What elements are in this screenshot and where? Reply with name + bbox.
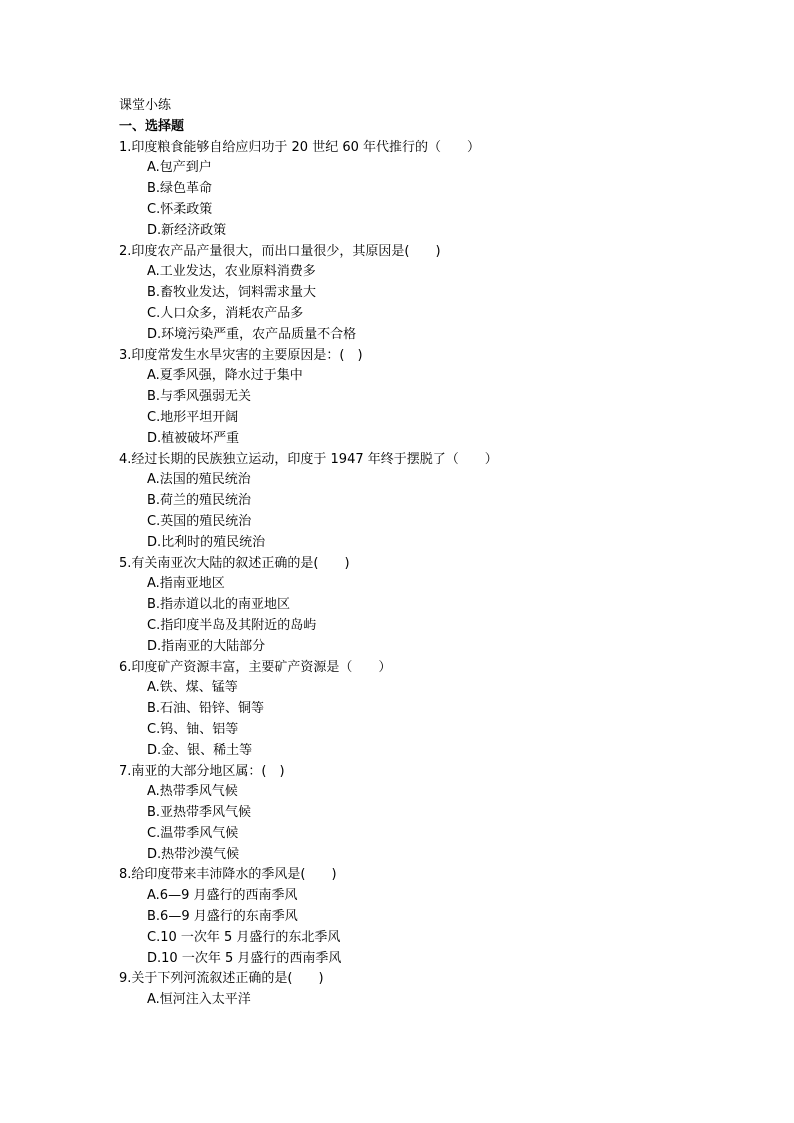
option-d: D.指南亚的大陆部分 [147, 638, 266, 654]
option-b: B.畜牧业发达，饲料需求量大 [147, 285, 317, 301]
option-c: C.温带季风气候 [147, 825, 239, 841]
question-stem: 4.经过长期的民族独立运动，印度于 1947 年终于摆脱了（ ） [119, 451, 498, 467]
question-stem: 8.给印度带来丰沛降水的季风是( ) [119, 867, 337, 883]
option-d: D.比利时的殖民统治 [147, 534, 266, 550]
option-a: A.包产到户 [147, 160, 212, 176]
worksheet-title: 课堂小练 [119, 98, 172, 113]
option-a: A.工业发达，农业原料消费多 [147, 264, 316, 280]
question-stem: 2.印度农产品产量很大，而出口量很少，其原因是( ) [119, 243, 441, 259]
option-a: A.法国的殖民统治 [147, 472, 251, 488]
option-d: D.环境污染严重，农产品质量不合格 [147, 326, 357, 342]
question-stem: 5.有关南亚次大陆的叙述正确的是( ) [119, 555, 350, 571]
question-4 [119, 450, 719, 554]
option-b: B.指赤道以北的南亚地区 [147, 597, 291, 613]
option-c: C.怀柔政策 [147, 201, 213, 217]
question-9 [119, 969, 719, 1011]
question-6 [119, 658, 719, 762]
question-8 [119, 865, 719, 969]
question-stem: 9.关于下列河流叙述正确的是( ) [119, 971, 324, 987]
option-c: C.人口众多，消耗农产品多 [147, 305, 304, 321]
section-title: 一、选择题 [119, 118, 185, 134]
option-c: C.指印度半岛及其附近的岛屿 [147, 617, 317, 633]
option-b: B.荷兰的殖民统治 [147, 493, 252, 509]
option-d: D.新经济政策 [147, 222, 227, 238]
question-2 [119, 242, 719, 346]
option-a: A.热带季风气候 [147, 784, 238, 800]
option-c: C.英国的殖民统治 [147, 513, 252, 529]
question-7 [119, 762, 719, 866]
option-b: B.与季风强弱无关 [147, 389, 252, 405]
option-d: D.10 一次年 5 月盛行的西南季风 [147, 950, 342, 966]
option-a: A.指南亚地区 [147, 576, 225, 592]
option-a: A.6—9 月盛行的西南季风 [147, 888, 298, 904]
option-c: C.地形平坦开阔 [147, 409, 239, 425]
option-b: B.石油、铅锌、铜等 [147, 701, 265, 717]
question-stem: 1.印度粮食能够自给应归功于 20 世纪 60 年代推行的（ ） [119, 139, 481, 155]
option-d: D.金、银、稀土等 [147, 742, 253, 758]
option-a: A.夏季风强，降水过于集中 [147, 368, 303, 384]
question-3 [119, 346, 719, 450]
question-stem: 7.南亚的大部分地区属：( ) [119, 763, 285, 779]
option-d: D.热带沙漠气候 [147, 846, 240, 862]
question-1 [119, 138, 719, 242]
option-a: A.恒河注入太平洋 [147, 992, 251, 1008]
option-b: B.亚热带季风气候 [147, 805, 252, 821]
question-stem: 6.印度矿产资源丰富，主要矿产资源是（ ） [119, 659, 392, 675]
question-5 [119, 554, 719, 658]
option-b: B.绿色革命 [147, 181, 213, 197]
option-c: C.10 一次年 5 月盛行的东北季风 [147, 929, 341, 945]
option-a: A.铁、煤、锰等 [147, 680, 238, 696]
option-d: D.植被破坏严重 [147, 430, 240, 446]
option-c: C.钨、铀、铝等 [147, 721, 239, 737]
option-b: B.6—9 月盛行的东南季风 [147, 909, 298, 925]
question-stem: 3.印度常发生水旱灾害的主要原因是：( ) [119, 347, 363, 363]
worksheet [119, 96, 719, 1011]
